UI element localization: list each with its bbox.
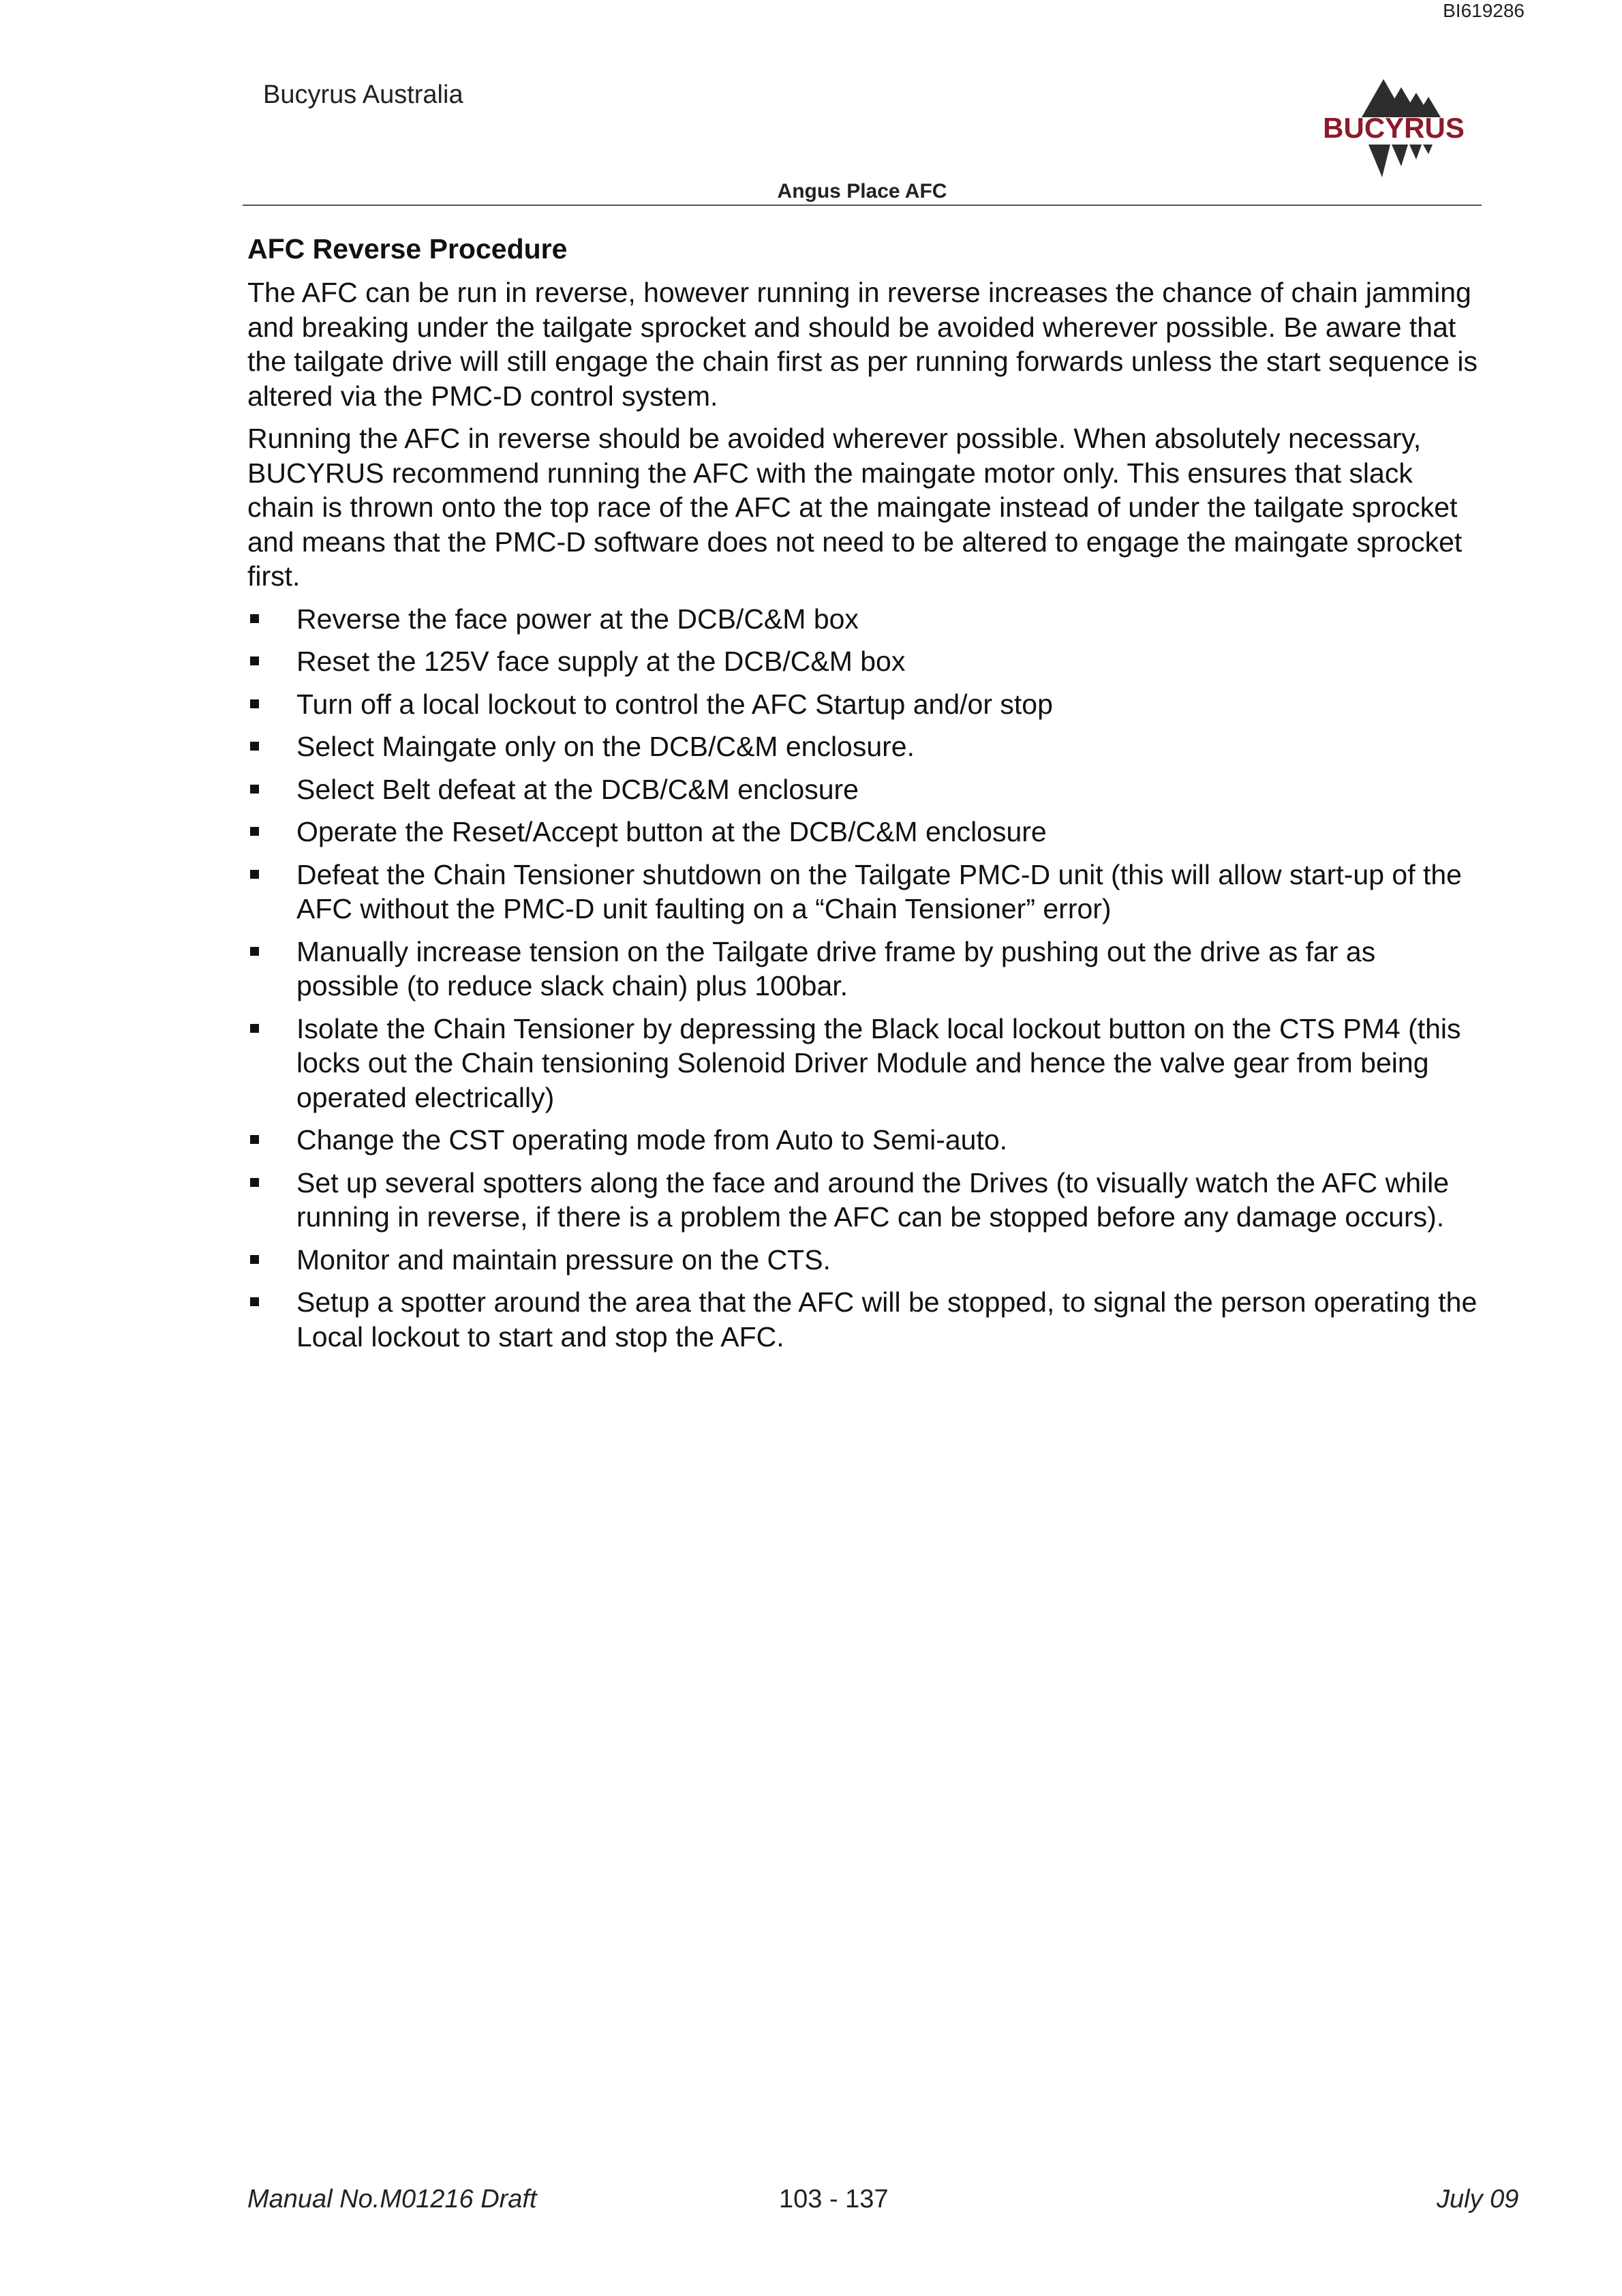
list-item-text: Turn off a local lockout to control the AFC Startup and/or stop: [296, 688, 1053, 720]
footer-manual-number: Manual No.M01216 Draft: [247, 2185, 537, 2214]
list-item-text: Monitor and maintain pressure on the CTS.: [296, 1243, 831, 1275]
paragraph: Running the AFC in reverse should be avoided wherever possible. When absolutely necessary, BUCYRUS recommend running the AFC with the maingate motor only. This ensures that slack chain is thrown onto the top race of the AFC at the maingate instead of under the tailgate sprocket and means that the PMC-D software does not need to be altered to engage the maingate sprocket first.: [247, 423, 1463, 592]
company-name: Bucyrus Australia: [263, 80, 463, 109]
bullet-icon: [250, 614, 259, 623]
list-item: [247, 858, 1481, 926]
list-item-text: Isolate the Chain Tensioner by depressing the Black local lockout button on the CTS PM4 (this locks out the Chain tensioning Solenoid Driver Module and hence the valve gear from being operated electrically): [296, 1012, 1461, 1113]
list-item-text: Set up several spotters along the face and around the Drives (to visually watch the AFC while running in reverse, if there is a problem the AFC can be stopped before any damage occurs).: [296, 1166, 1450, 1233]
bullet-icon: [250, 1135, 259, 1144]
list-item-text: Reset the 125V face supply at the DCB/C&M box: [296, 646, 906, 677]
bullet-icon: [250, 1178, 259, 1187]
bullet-icon: [250, 827, 259, 836]
bucyrus-logo: [1309, 75, 1479, 184]
list-item-text: Defeat the Chain Tensioner shutdown on the Tailgate PMC-D unit (this will allow start-up of the AFC without the PMC-D unit faulting on a “Chain Tensioner” error): [296, 858, 1462, 924]
bullet-icon: [250, 1255, 259, 1264]
bullet-icon: [250, 742, 259, 751]
list-item: [247, 1166, 1481, 1235]
list-item: [247, 602, 1481, 637]
list-item: [247, 687, 1481, 722]
header-divider: [243, 205, 1482, 206]
footer-date: July 09: [1437, 2185, 1519, 2214]
list-item: [247, 1285, 1481, 1354]
list-item-text: Setup a spotter around the area that the AFC will be stopped, to signal the person operating the Local lockout to start and stop the AFC.: [296, 1286, 1478, 1353]
list-item: [247, 729, 1481, 764]
bullet-icon: [250, 947, 259, 956]
list-item: [247, 644, 1481, 679]
list-item: [247, 935, 1481, 1003]
list-item: [247, 1012, 1481, 1115]
header-title: Angus Place AFC: [777, 180, 947, 202]
list-item-text: Manually increase tension on the Tailgate drive frame by pushing out the drive as far as possible (to reduce slack chain) plus 100bar.: [296, 935, 1376, 1001]
paragraph: The AFC can be run in reverse, however running in reverse increases the chance of chain jamming and breaking under the tailgate sprocket and should be avoided wherever possible. Be aware that the tailgate drive will still engage the chain first as per running forwards unless the start sequence is altered via the PMC-D control system.: [247, 277, 1478, 412]
list-item: [247, 772, 1481, 807]
procedure-list: [247, 602, 1481, 1355]
logo-wordmark: BUCYRUS: [1323, 112, 1465, 144]
section-title: AFC Reverse Procedure: [247, 233, 568, 265]
document-id: BI619286: [1443, 0, 1525, 21]
bullet-icon: [250, 656, 259, 665]
bullet-icon: [250, 1297, 259, 1306]
main-content: [247, 232, 1481, 1362]
list-item-text: Change the CST operating mode from Auto to Semi-auto.: [296, 1124, 1008, 1155]
list-item-text: Reverse the face power at the DCB/C&M box: [296, 603, 859, 635]
footer-page-number: 103 - 137: [779, 2185, 889, 2214]
bullet-icon: [250, 699, 259, 708]
list-item-text: Select Belt defeat at the DCB/C&M enclosure: [296, 773, 859, 805]
bullet-icon: [250, 870, 259, 879]
bullet-icon: [250, 785, 259, 794]
list-item-text: Operate the Reset/Accept button at the DCB/C&M enclosure: [296, 816, 1047, 847]
bullet-icon: [250, 1024, 259, 1033]
list-item-text: Select Maingate only on the DCB/C&M enclosure.: [296, 731, 915, 762]
list-item: [247, 1243, 1481, 1278]
list-item: [247, 815, 1481, 849]
list-item: [247, 1123, 1481, 1158]
